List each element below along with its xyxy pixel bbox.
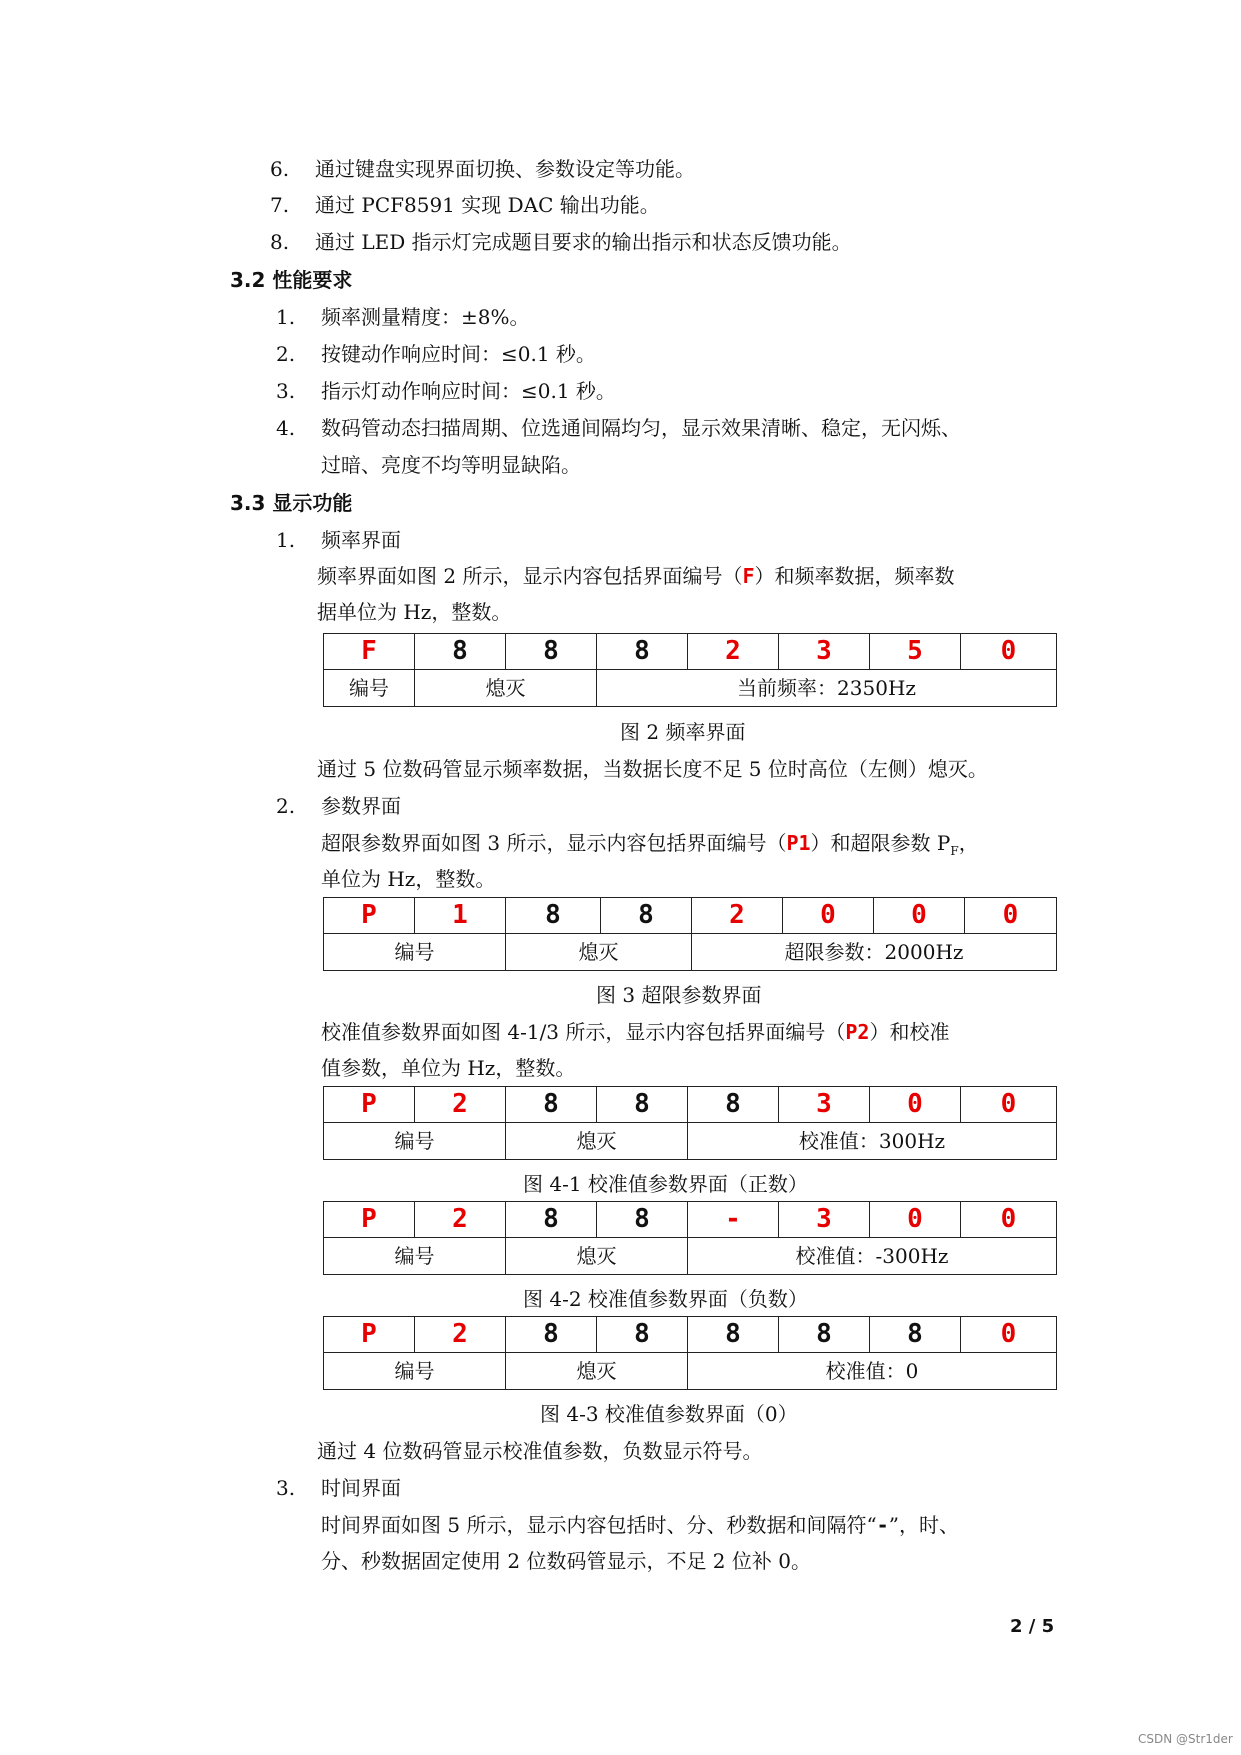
seg-digit: F bbox=[324, 634, 415, 670]
list-item-text: 数码管动态扫描周期、位选通间隔均匀，显示效果清晰、稳定，无闪烁、 bbox=[321, 416, 961, 440]
seg-digit: 8 bbox=[870, 1317, 961, 1353]
list-num: 3. bbox=[276, 1476, 296, 1500]
seg-display-table bbox=[323, 897, 1057, 971]
list-num: 7. bbox=[270, 193, 290, 217]
seg-digit: 8 bbox=[506, 1202, 597, 1238]
paragraph: 超限参数界面如图 3 所示，显示内容包括界面编号（P1）和超限参数 $P_F$， bbox=[321, 831, 979, 858]
subsection-title: 时间界面 bbox=[321, 1476, 401, 1500]
seg-label: 熄灭 bbox=[506, 1123, 688, 1160]
paragraph: 值参数，单位为 Hz，整数。 bbox=[321, 1056, 576, 1080]
seg-digit: 0 bbox=[961, 1317, 1057, 1353]
seg-digit: 8 bbox=[506, 898, 601, 934]
subsection-title: 频率界面 bbox=[321, 528, 401, 552]
seg-digit: 8 bbox=[506, 634, 597, 670]
seg-label: 编号 bbox=[324, 1238, 506, 1275]
seg-digit: 2 bbox=[692, 898, 783, 934]
seg-digit: 0 bbox=[783, 898, 874, 934]
seg-digit: 0 bbox=[870, 1087, 961, 1123]
paragraph: 通过 4 位数码管显示校准值参数，负数显示符号。 bbox=[317, 1439, 763, 1463]
seg-digit: 2 bbox=[415, 1087, 506, 1123]
seg-digit: 8 bbox=[688, 1087, 779, 1123]
seg-code: F bbox=[742, 564, 755, 588]
list-num: 4. bbox=[276, 416, 296, 440]
seg-label: 编号 bbox=[324, 934, 506, 971]
seg-digit: 8 bbox=[601, 898, 692, 934]
seg-digit: P bbox=[324, 1317, 415, 1353]
seg-code: - bbox=[876, 1513, 889, 1537]
seg-digit: 3 bbox=[779, 634, 870, 670]
seg-label: 熄灭 bbox=[506, 1353, 688, 1390]
page-number: 2 / 5 bbox=[1010, 1616, 1055, 1637]
seg-label: 校准值：0 bbox=[688, 1353, 1057, 1390]
seg-code: P1 bbox=[786, 831, 811, 855]
seg-label: 校准值：300Hz bbox=[688, 1123, 1057, 1160]
list-num: 1. bbox=[276, 305, 296, 329]
seg-label: 超限参数：2000Hz bbox=[692, 934, 1057, 971]
seg-label: 熄灭 bbox=[506, 1238, 688, 1275]
list-item-text: 按键动作响应时间：≤0.1 秒。 bbox=[321, 342, 596, 366]
seg-digit: 8 bbox=[597, 634, 688, 670]
paragraph: 据单位为 Hz，整数。 bbox=[317, 600, 512, 624]
seg-digit: P bbox=[324, 1087, 415, 1123]
seg-digit: 8 bbox=[415, 634, 506, 670]
seg-digit: P bbox=[324, 898, 415, 934]
paragraph: 时间界面如图 5 所示，显示内容包括时、分、秒数据和间隔符“-”，时、 bbox=[321, 1513, 959, 1537]
seg-digit: P bbox=[324, 1202, 415, 1238]
list-num: 8. bbox=[270, 230, 290, 254]
seg-digit: 0 bbox=[965, 898, 1057, 934]
paragraph: 频率界面如图 2 所示，显示内容包括界面编号（F）和频率数据，频率数 bbox=[317, 564, 955, 588]
list-item-text: 指示灯动作响应时间：≤0.1 秒。 bbox=[321, 379, 616, 403]
list-item-text-cont: 过暗、亮度不均等明显缺陷。 bbox=[321, 453, 581, 477]
seg-label: 编号 bbox=[324, 670, 415, 707]
figure-caption: 图 4-1 校准值参数界面（正数） bbox=[523, 1172, 808, 1196]
seg-code: P2 bbox=[845, 1020, 870, 1044]
subsection-title: 参数界面 bbox=[321, 794, 401, 818]
list-num: 6. bbox=[270, 157, 290, 181]
list-num: 3. bbox=[276, 379, 296, 403]
seg-digit: 0 bbox=[961, 634, 1057, 670]
seg-digit: 0 bbox=[961, 1087, 1057, 1123]
section-heading: 3.2 性能要求 bbox=[230, 268, 353, 292]
figure-caption: 图 4-3 校准值参数界面（0） bbox=[540, 1402, 798, 1426]
paragraph: 通过 5 位数码管显示频率数据，当数据长度不足 5 位时高位（左侧）熄灭。 bbox=[317, 757, 988, 781]
seg-digit: 2 bbox=[415, 1202, 506, 1238]
seg-label: 熄灭 bbox=[415, 670, 597, 707]
list-item-text: 通过 LED 指示灯完成题目要求的输出指示和状态反馈功能。 bbox=[315, 230, 852, 254]
seg-digit: 8 bbox=[506, 1317, 597, 1353]
seg-digit: 0 bbox=[870, 1202, 961, 1238]
seg-digit: 3 bbox=[779, 1087, 870, 1123]
seg-label: 编号 bbox=[324, 1123, 506, 1160]
seg-display-table bbox=[323, 1316, 1057, 1390]
seg-label: 熄灭 bbox=[506, 934, 692, 971]
seg-digit: 8 bbox=[597, 1087, 688, 1123]
seg-digit: 0 bbox=[874, 898, 965, 934]
seg-display-table bbox=[323, 633, 1057, 707]
watermark: CSDN @Str1der bbox=[1138, 1732, 1233, 1746]
seg-digit: 0 bbox=[961, 1202, 1057, 1238]
figure-caption: 图 3 超限参数界面 bbox=[596, 983, 762, 1007]
seg-label: 校准值：-300Hz bbox=[688, 1238, 1057, 1275]
seg-digit: 8 bbox=[597, 1202, 688, 1238]
list-num: 2. bbox=[276, 794, 296, 818]
paragraph: 单位为 Hz，整数。 bbox=[321, 867, 496, 891]
list-num: 1. bbox=[276, 528, 296, 552]
paragraph: 校准值参数界面如图 4-1/3 所示，显示内容包括界面编号（P2）和校准 bbox=[321, 1020, 950, 1044]
figure-caption: 图 2 频率界面 bbox=[620, 720, 746, 744]
seg-digit: 8 bbox=[506, 1087, 597, 1123]
list-num: 2. bbox=[276, 342, 296, 366]
list-item-text: 频率测量精度：±8%。 bbox=[321, 305, 530, 329]
seg-digit: 8 bbox=[779, 1317, 870, 1353]
list-item-text: 通过 PCF8591 实现 DAC 输出功能。 bbox=[315, 193, 660, 217]
seg-digit: 1 bbox=[415, 898, 506, 934]
seg-digit: 5 bbox=[870, 634, 961, 670]
section-heading: 3.3 显示功能 bbox=[230, 491, 353, 515]
seg-digit: 8 bbox=[597, 1317, 688, 1353]
seg-digit: 8 bbox=[688, 1317, 779, 1353]
seg-digit: 2 bbox=[688, 634, 779, 670]
seg-digit: - bbox=[688, 1202, 779, 1238]
seg-label: 编号 bbox=[324, 1353, 506, 1390]
seg-digit: 2 bbox=[415, 1317, 506, 1353]
paragraph: 分、秒数据固定使用 2 位数码管显示，不足 2 位补 0。 bbox=[321, 1549, 811, 1573]
figure-caption: 图 4-2 校准值参数界面（负数） bbox=[523, 1287, 808, 1311]
seg-display-table bbox=[323, 1086, 1057, 1160]
seg-label: 当前频率：2350Hz bbox=[597, 670, 1057, 707]
seg-digit: 3 bbox=[779, 1202, 870, 1238]
seg-display-table bbox=[323, 1201, 1057, 1275]
list-item-text: 通过键盘实现界面切换、参数设定等功能。 bbox=[315, 157, 695, 181]
